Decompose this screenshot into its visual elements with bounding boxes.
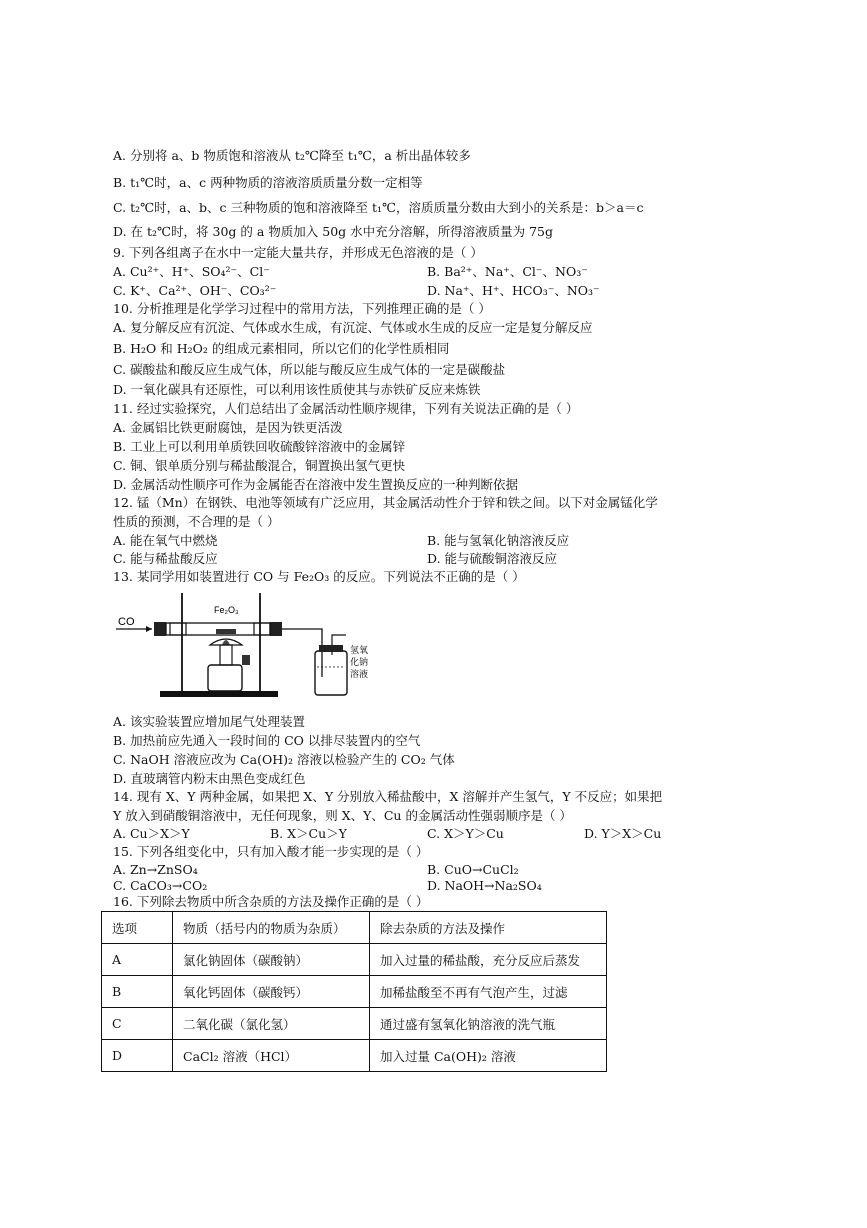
q13-option-c: C. NaOH 溶液应改为 Ca(OH)₂ 溶液以检验产生的 CO₂ 气体 — [113, 752, 455, 767]
q12-option-c: C. 能与稀盐酸反应 — [113, 551, 218, 566]
q10-option-a: A. 复分解反应有沉淀、气体或水生成，有沉淀、气体或水生成的反应一定是复分解反应 — [113, 320, 593, 335]
co-label: CO — [118, 616, 135, 628]
q14-option-d: D. Y＞X＞Cu — [584, 826, 662, 841]
q15-option-a: A. Zn→ZnSO₄ — [113, 862, 198, 877]
table-header-cell: 除去杂质的方法及操作 — [370, 912, 607, 944]
q16-table — [101, 911, 607, 1072]
q9-option-c: C. K⁺、Ca²⁺、OH⁻、CO₃²⁻ — [113, 283, 277, 298]
outlet-tube — [282, 629, 322, 677]
q8-option-a: A. 分别将 a、b 物质饱和溶液从 t₂℃降至 t₁℃，a 析出晶体较多 — [113, 148, 471, 163]
fe2o3-label: Fe₂O₃ — [214, 605, 239, 615]
q11-option-a: A. 金属铝比铁更耐腐蚀，是因为铁更活泼 — [113, 420, 343, 435]
q13-stem: 13. 某同学用如装置进行 CO 与 Fe₂O₃ 的反应。下列说法不正确的是（ ） — [113, 569, 525, 584]
wash-bottle — [315, 651, 347, 695]
q10-stem: 10. 分析推理是化学学习过程中的常用方法，下列推理正确的是（ ） — [113, 301, 491, 316]
bottle-stopper — [319, 645, 343, 652]
table-cell: 加入过量的稀盐酸，充分反应后蒸发 — [370, 944, 607, 976]
q14-stem-line2: Y 放入到硝酸铜溶液中，无任何现象，则 X、Y、Cu 的金属活动性强弱顺序是（ ） — [113, 808, 572, 823]
table-cell: A — [102, 944, 173, 976]
table-header-cell: 选项 — [102, 912, 173, 944]
bottle-label-line3: 溶液 — [350, 670, 369, 680]
q9-option-d: D. Na⁺、H⁺、HCO₃⁻、NO₃⁻ — [427, 283, 600, 298]
right-clamp — [254, 623, 270, 635]
flame-icon — [222, 640, 230, 645]
q9-option-b: B. Ba²⁺、Na⁺、Cl⁻、NO₃⁻ — [427, 264, 588, 279]
q11-stem: 11. 经过实验探究，人们总结出了金属活动性顺序规律，下列有关说法正确的是（ ） — [113, 401, 579, 416]
q13-option-a: A. 该实验装置应增加尾气处理装置 — [113, 714, 305, 729]
fe2o3-powder — [216, 629, 236, 634]
q10-option-b: B. H₂O 和 H₂O₂ 的组成元素相同，所以它们的化学性质相同 — [113, 341, 450, 356]
q15-option-c: C. CaCO₃→CO₂ — [113, 878, 208, 893]
q9-stem: 9. 下列各组离子在水中一定能大量共存，并形成无色溶液的是（ ） — [113, 245, 483, 260]
table-cell: C — [102, 1008, 173, 1040]
table-cell: 二氧化碳（氯化氢） — [173, 1008, 370, 1040]
stand-base — [160, 691, 278, 697]
q12-option-d: D. 能与硫酸铜溶液反应 — [427, 551, 558, 566]
q15-option-d: D. NaOH→Na₂SO₄ — [427, 878, 542, 893]
q11-option-c: C. 铜、银单质分别与稀盐酸混合，铜置换出氢气更快 — [113, 458, 406, 473]
q12-stem-line2: 性质的预测，不合理的是（ ） — [113, 514, 280, 529]
q8-option-b: B. t₁℃时，a、c 两种物质的溶液溶质质量分数一定相等 — [113, 175, 423, 190]
table-row — [102, 1040, 607, 1072]
q12-option-b: B. 能与氢氧化钠溶液反应 — [427, 533, 570, 548]
q15-stem: 15. 下列各组变化中，只有加入酸才能一步实现的是（ ） — [113, 844, 429, 859]
q13-option-b: B. 加热前应先通入一段时间的 CO 以排尽装置内的空气 — [113, 733, 421, 748]
alcohol-lamp — [208, 665, 242, 691]
q14-option-b: B. X＞Cu＞Y — [270, 826, 347, 841]
table-cell: B — [102, 976, 173, 1008]
table-cell: D — [102, 1040, 173, 1072]
right-stopper — [270, 622, 282, 636]
q14-stem-line1: 14. 现有 X、Y 两种金属，如果把 X、Y 分别放入稀盐酸中，X 溶解并产生氢气，Y 不反应；如果把 — [113, 789, 663, 804]
table-row — [102, 944, 607, 976]
q13-option-d: D. 直玻璃管内粉末由黑色变成红色 — [113, 771, 306, 786]
left-clamp — [170, 623, 186, 635]
bottle-label-line1: 氢氧 — [350, 646, 369, 656]
q14-option-c: C. X＞Y＞Cu — [427, 826, 504, 841]
q15-option-b: B. CuO→CuCl₂ — [427, 862, 519, 877]
table-cell: CaCl₂ 溶液（HCl） — [173, 1040, 370, 1072]
table-header-row — [102, 912, 607, 944]
q10-option-c: C. 碳酸盐和酸反应生成气体，所以能与酸反应生成气体的一定是碳酸盐 — [113, 362, 506, 377]
table-header-cell: 物质（括号内的物质为杂质） — [173, 912, 370, 944]
table-cell: 加入过量 Ca(OH)₂ 溶液 — [370, 1040, 607, 1072]
lamp-knob — [242, 655, 250, 665]
q8-option-c: C. t₂℃时，a、b、c 三种物质的饱和溶液降至 t₁℃，溶质质量分数由大到小的关系是：b＞a＝c — [113, 200, 644, 215]
burner-neck — [220, 645, 232, 665]
table-row — [102, 1008, 607, 1040]
q11-option-d: D. 金属活动性顺序可作为金属能否在溶液中发生置换反应的一种判断依据 — [113, 477, 519, 492]
q16-stem: 16. 下列除去物质中所含杂质的方法及操作正确的是（ ） — [113, 894, 429, 909]
co-reduction-apparatus-diagram — [110, 585, 370, 705]
q12-stem-line1: 12. 锰（Mn）在钢铁、电池等领域有广泛应用，其金属活动性介于锌和铁之间。以下对金属锰化学 — [113, 495, 658, 510]
q9-option-a: A. Cu²⁺、H⁺、SO₄²⁻、Cl⁻ — [113, 264, 270, 279]
table-row — [102, 976, 607, 1008]
q8-option-d: D. 在 t₂℃时，将 30g 的 a 物质加入 50g 水中充分溶解，所得溶液质量为 75g — [113, 224, 554, 239]
left-stopper — [154, 622, 166, 636]
bottle-label-line2: 化钠 — [350, 658, 369, 668]
q14-option-a: A. Cu＞X＞Y — [113, 826, 190, 841]
table-cell: 氯化钠固体（碳酸钠） — [173, 944, 370, 976]
q10-option-d: D. 一氧化碳具有还原性，可以利用该性质使其与赤铁矿反应来炼铁 — [113, 382, 481, 397]
table-cell: 通过盛有氢氧化钠溶液的洗气瓶 — [370, 1008, 607, 1040]
table-cell: 氧化钙固体（碳酸钙） — [173, 976, 370, 1008]
q11-option-b: B. 工业上可以利用单质铁回收硫酸锌溶液中的金属锌 — [113, 439, 406, 454]
table-cell: 加稀盐酸至不再有气泡产生，过滤 — [370, 976, 607, 1008]
inlet-arrow-icon — [146, 626, 152, 632]
q12-option-a: A. 能在氧气中燃烧 — [113, 533, 218, 548]
